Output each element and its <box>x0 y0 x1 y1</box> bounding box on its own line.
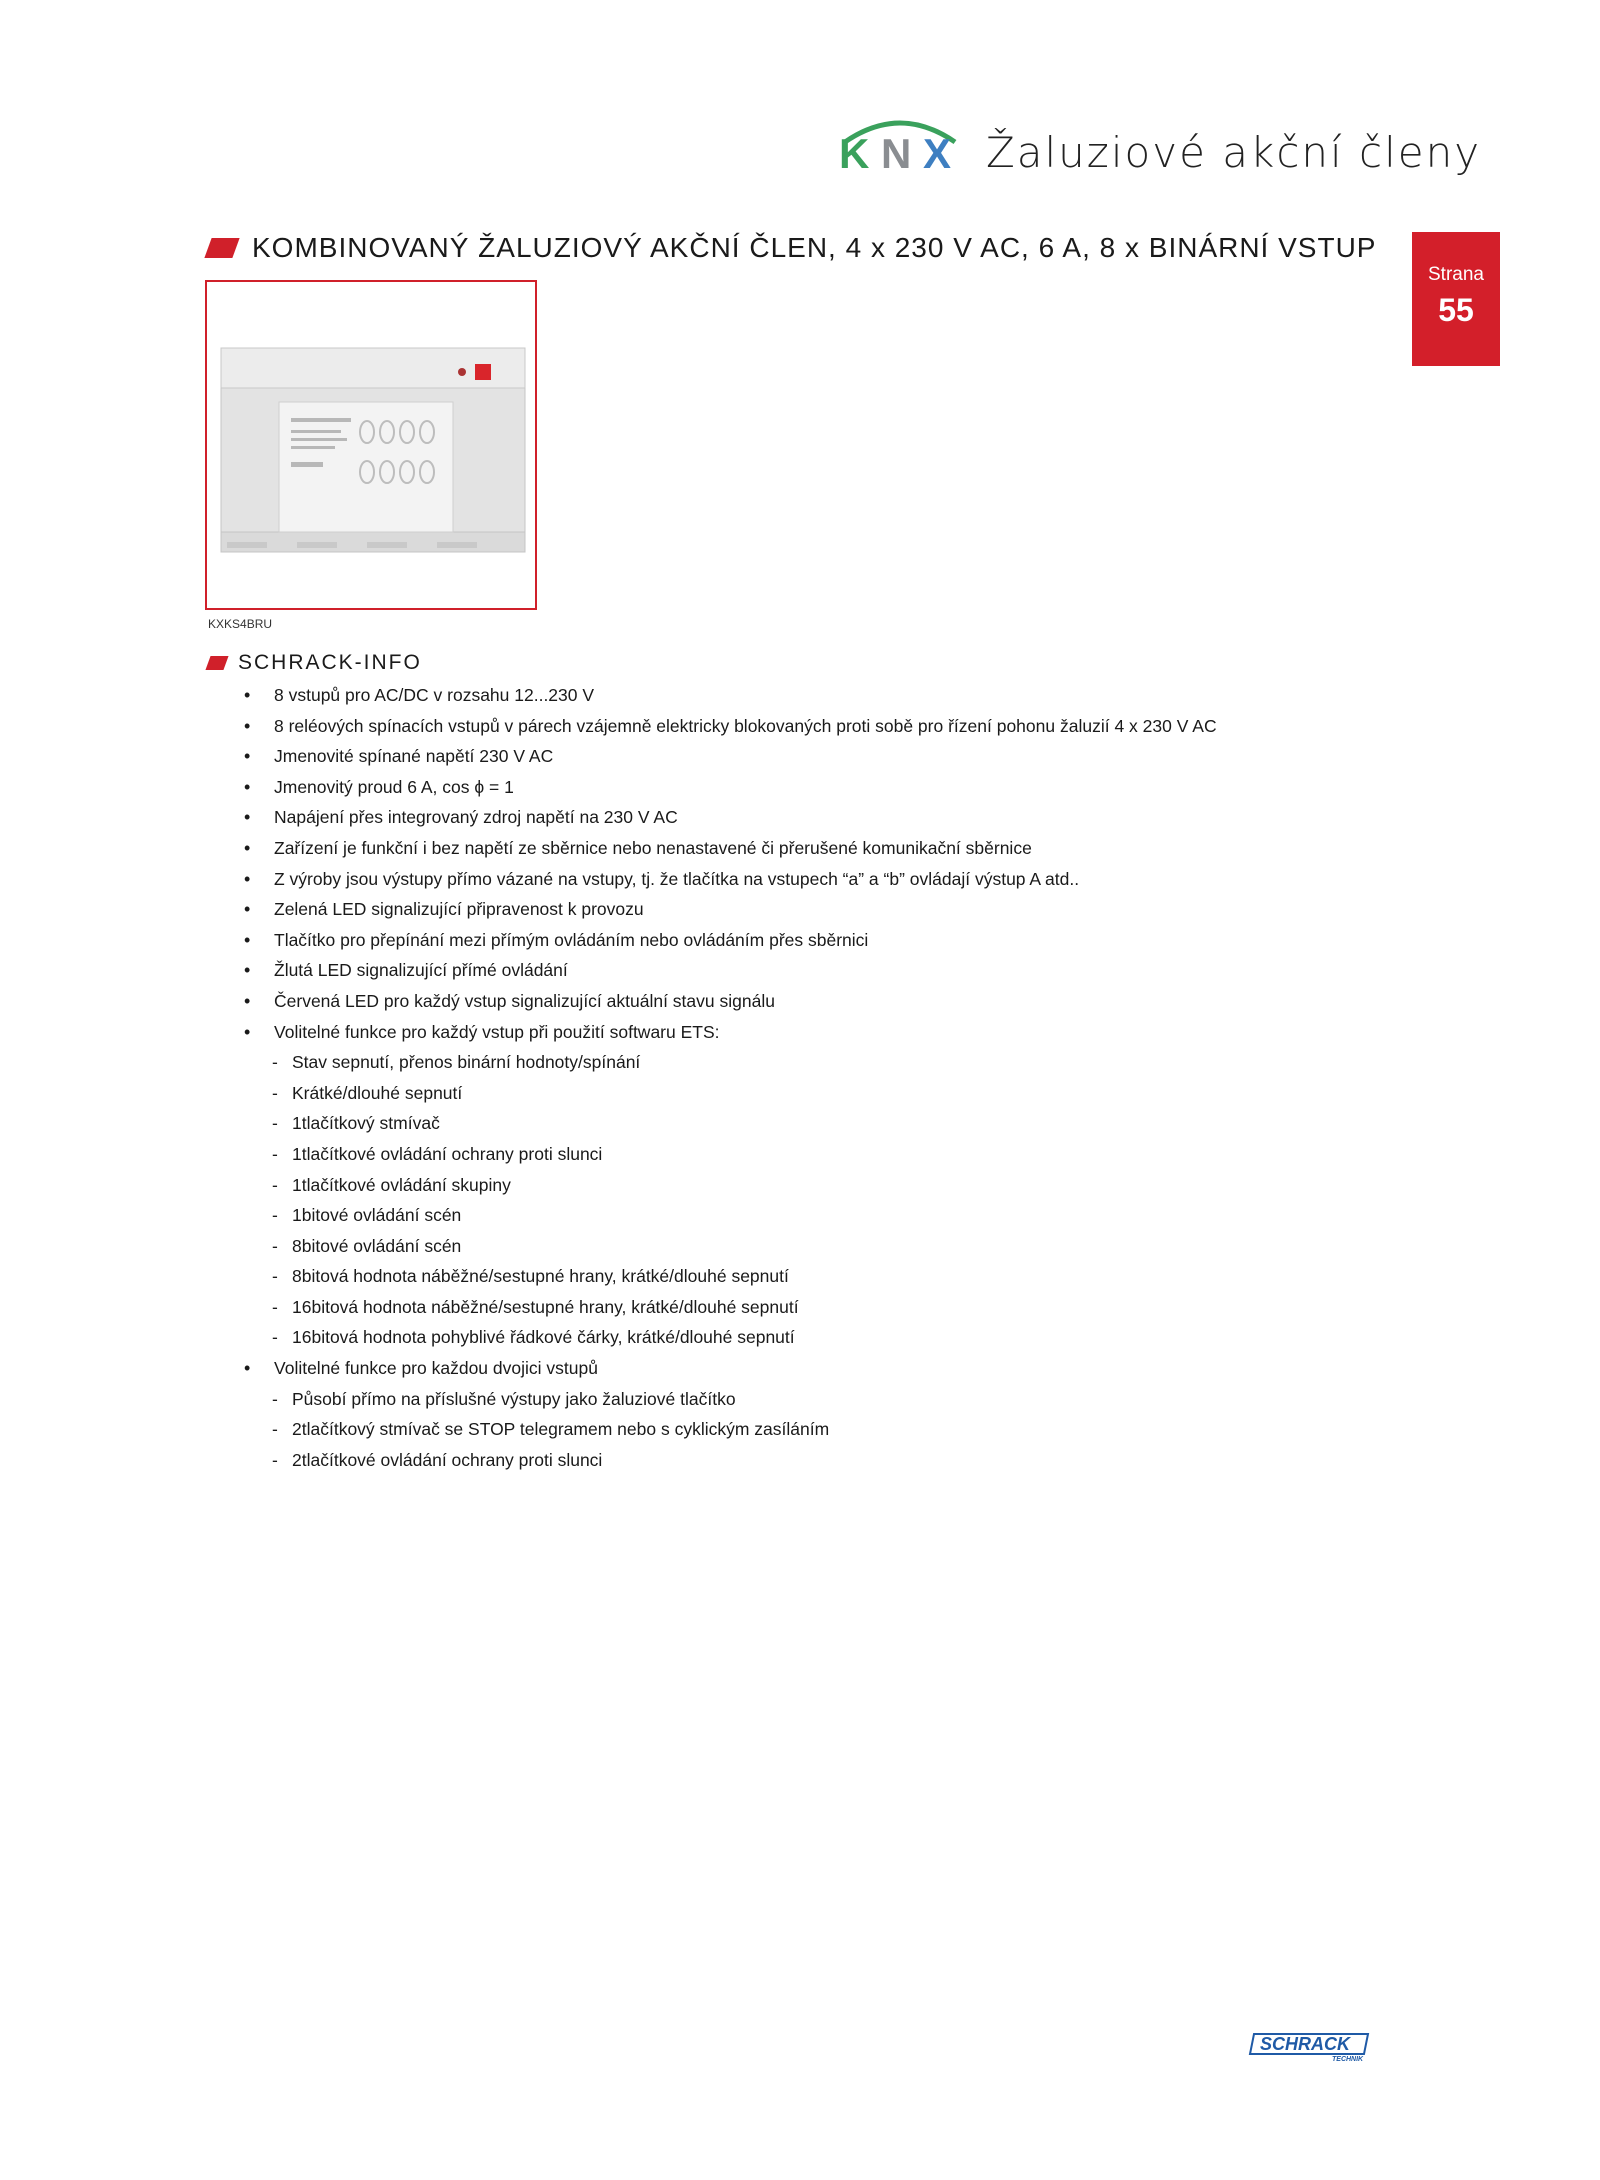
category-title: Žaluziové akční členy <box>986 128 1482 177</box>
section-marker-icon <box>205 656 228 670</box>
sub-list-item: - 1bitové ovládání scén <box>244 1200 1394 1231</box>
sub-list-item: - 16bitová hodnota náběžné/sestupné hrany, krátké/dlouhé sepnutí <box>244 1292 1394 1323</box>
device-illustration-icon <box>207 282 535 608</box>
list-item: • Červená LED pro každý vstup signalizující aktuální stavu signálu <box>244 986 1394 1017</box>
list-item: • Žlutá LED signalizující přímé ovládání <box>244 955 1394 986</box>
section-marker-icon <box>204 238 239 258</box>
product-heading <box>208 232 1376 264</box>
sub-list-item: - 8bitová hodnota náběžné/sestupné hrany, krátké/dlouhé sepnutí <box>244 1261 1394 1292</box>
info-title: SCHRACK-INFO <box>238 651 422 674</box>
list-item: • 8 reléových spínacích vstupů v párech vzájemně elektricky blokovaných proti sobě pro řízení pohonu žaluzií 4 x 230 V AC <box>244 711 1394 742</box>
page-number: 55 <box>1438 292 1474 328</box>
knx-logo-k: K <box>839 130 870 174</box>
info-list <box>244 680 1394 1475</box>
list-item: • Jmenovitý proud 6 A, cos ϕ = 1 <box>244 772 1394 803</box>
schrack-logo <box>1248 2030 1372 2062</box>
info-heading <box>208 651 422 675</box>
list-item: • Zařízení je funkční i bez napětí ze sběrnice nebo nenastavené či přerušené komunikační sběrnice <box>244 833 1394 864</box>
sub-list-item: - 8bitové ovládání scén <box>244 1231 1394 1262</box>
product-code: KXKS4BRU <box>208 617 273 631</box>
list-item: • Volitelné funkce pro každý vstup při použití softwaru ETS: <box>244 1017 1394 1048</box>
sub-list-item: - Působí přímo na příslušné výstupy jako žaluziové tlačítko <box>244 1384 1394 1415</box>
sub-list-item: - 1tlačítkové ovládání skupiny <box>244 1170 1394 1201</box>
sub-list-item: - 1tlačítkový stmívač <box>244 1108 1394 1139</box>
list-item: • Z výroby jsou výstupy přímo vázané na vstupy, tj. že tlačítka na vstupech “a” a “b” ovládají výstup A atd.. <box>244 864 1394 895</box>
list-item: • Napájení přes integrovaný zdroj napětí na 230 V AC <box>244 802 1394 833</box>
list-item: • 8 vstupů pro AC/DC v rozsahu 12...230 V <box>244 680 1394 711</box>
sub-list-item: - 2tlačítkový stmívač se STOP telegramem nebo s cyklickým zasíláním <box>244 1414 1394 1445</box>
list-item: • Zelená LED signalizující připravenost k provozu <box>244 894 1394 925</box>
sub-list-item: - 1tlačítkové ovládání ochrany proti slunci <box>244 1139 1394 1170</box>
page-tab <box>1412 232 1500 366</box>
page-tab-label: Strana <box>1428 264 1484 285</box>
sub-list-item: - 2tlačítkové ovládání ochrany proti slunci <box>244 1445 1394 1476</box>
knx-logo <box>835 112 965 174</box>
schrack-logo-subtext: TECHNIK <box>1332 2056 1364 2062</box>
sub-list-item: - Krátké/dlouhé sepnutí <box>244 1078 1394 1109</box>
schrack-logo-text: SCHRACK <box>1260 2034 1350 2054</box>
list-item: • Jmenovité spínané napětí 230 V AC <box>244 741 1394 772</box>
list-item: • Volitelné funkce pro každou dvojici vstupů <box>244 1353 1394 1384</box>
list-item: • Tlačítko pro přepínání mezi přímým ovládáním nebo ovládáním přes sběrnici <box>244 925 1394 956</box>
knx-logo-n: N <box>881 130 912 174</box>
sub-list-item: - 16bitová hodnota pohyblivé řádkové čárky, krátké/dlouhé sepnutí <box>244 1322 1394 1353</box>
sub-list-item: - Stav sepnutí, přenos binární hodnoty/spínání <box>244 1047 1394 1078</box>
knx-logo-x: X <box>923 130 952 174</box>
product-title: KOMBINOVANÝ ŽALUZIOVÝ AKČNÍ ČLEN, 4 x 230 V AC, 6 A, 8 x BINÁRNÍ VSTUP <box>252 232 1377 263</box>
product-image-frame <box>205 280 537 610</box>
